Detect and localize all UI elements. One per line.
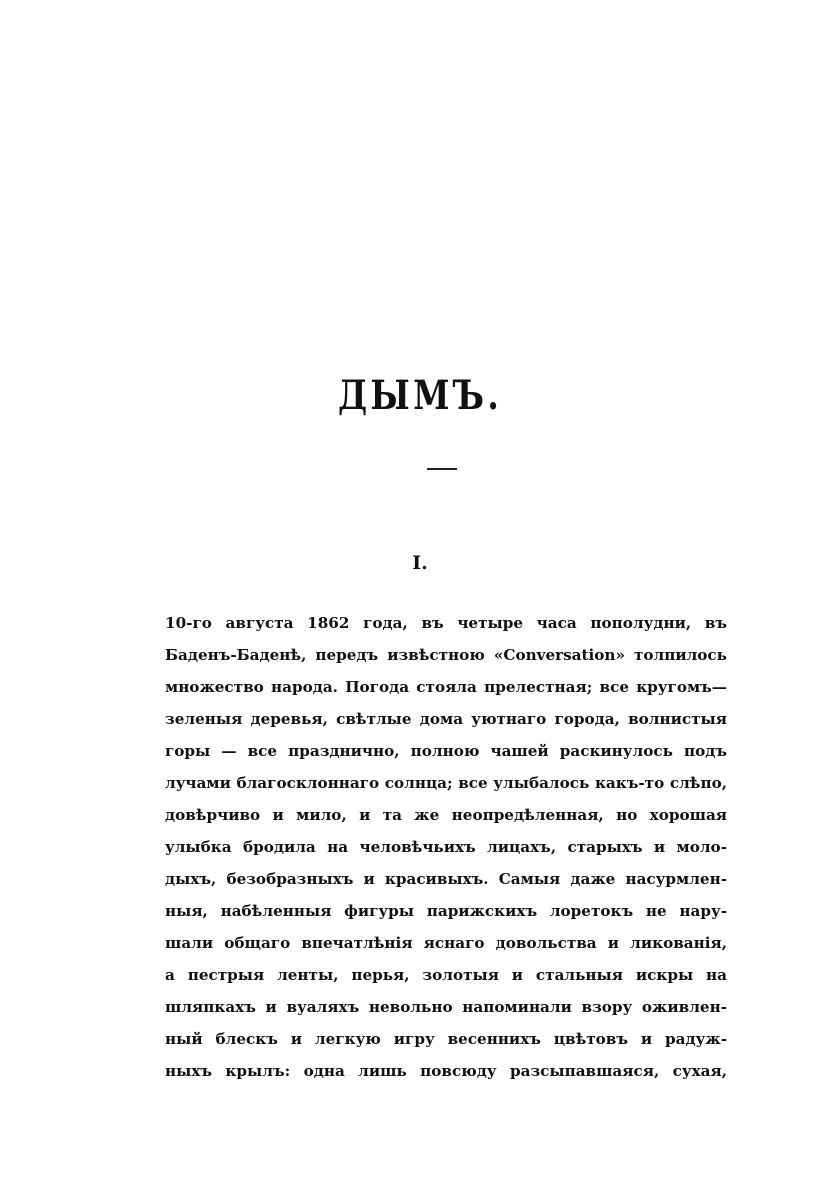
text-line: шляпкахъ и вуаляхъ невольно напоминали взору оживлен- (165, 998, 727, 1016)
text-line: 10-го августа 1862 года, въ четыре часа пополудни, въ (165, 614, 727, 632)
page-title: ДЫМЪ. (337, 372, 503, 419)
chapter-number: I. (412, 552, 428, 574)
text-line: ныя, набѣленныя фигуры парижскихъ лоретокъ не нару- (165, 902, 727, 920)
text-line: а пестрыя ленты, перья, золотыя и стальныя искры на (165, 966, 727, 984)
text-line: Баденъ-Баденѣ, передъ извѣстною «Conversation» толпилось (165, 646, 727, 664)
text-line: довѣрчиво и мило, и та же неопредѣленная, но хорошая (165, 806, 727, 824)
text-line: шали общаго впечатлѣнія яснаго довольства и ликованія, (165, 934, 727, 952)
text-line: зеленыя деревья, свѣтлые дома уютнаго города, волнистыя (165, 710, 727, 728)
text-line: ныхъ крылъ: одна лишь повсюду разсыпавшаяся, сухая, (165, 1062, 727, 1080)
title-rule (427, 468, 457, 470)
text-line: ный блескъ и легкую игру весеннихъ цвѣтовъ и радуж- (165, 1030, 727, 1048)
text-line: горы — все празднично, полною чашей раскинулось подъ (165, 742, 727, 760)
text-line: дыхъ, безобразныхъ и красивыхъ. Самыя даже насурмлен- (165, 870, 727, 888)
text-line: улыбка бродила на человѣчьихъ лицахъ, старыхъ и моло- (165, 838, 727, 856)
body-text (165, 607, 727, 1087)
text-line: лучами благосклоннаго солнца; все улыбалось какъ-то слѣпо, (165, 774, 727, 792)
text-line: множество народа. Погода стояла прелестная; все кругомъ— (165, 678, 727, 696)
